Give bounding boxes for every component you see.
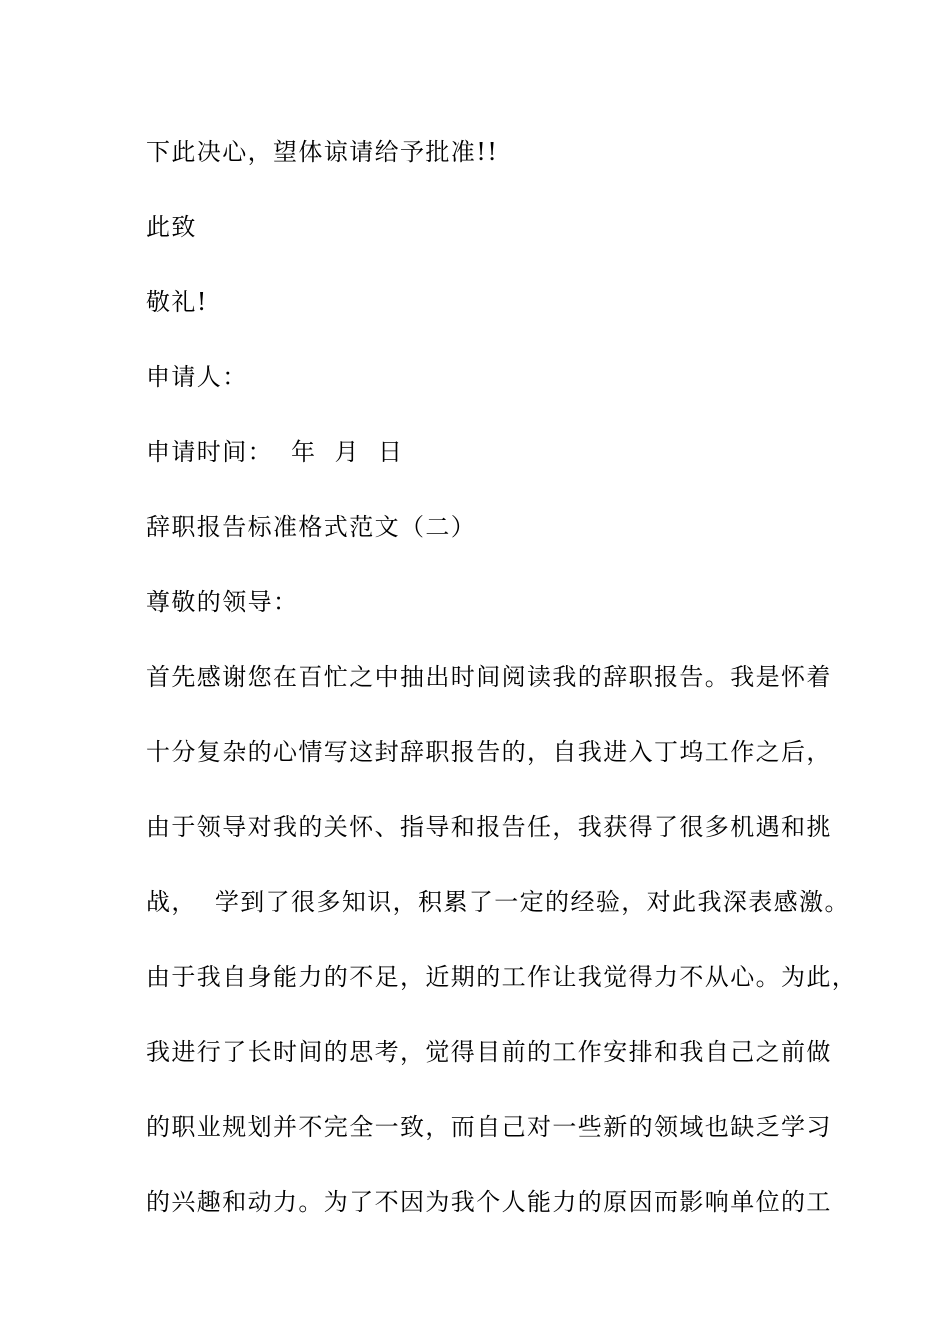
text-line: 申请人： — [146, 363, 248, 391]
text-line: 由于我自身能力的不足，近期的工作让我觉得力不从心。为此， — [146, 963, 858, 991]
section-heading: 辞职报告标准格式范文（二） — [146, 513, 477, 541]
text-line: 敬礼! — [146, 288, 208, 316]
text-line: 的职业规划并不完全一致，而自己对一些新的领域也缺乏学习 — [146, 1113, 832, 1141]
text-line: 由于领导对我的关怀、指导和报告任，我获得了很多机遇和挑 — [146, 813, 832, 841]
salutation: 尊敬的领导： — [146, 588, 299, 616]
text-line: 的兴趣和动力。为了不因为我个人能力的原因而影响单位的工 — [146, 1188, 832, 1216]
text-line: 下此决心，望体谅请给予批准!! — [146, 138, 499, 166]
text-line: 十分复杂的心情写这封辞职报告的，自我进入丁坞工作之后， — [146, 738, 832, 766]
text-line: 战， 学到了很多知识，积累了一定的经验，对此我深表感激。 — [146, 888, 850, 916]
text-line: 申请时间： 年 月 日 — [146, 438, 404, 466]
text-line: 我进行了长时间的思考，觉得目前的工作安排和我自己之前做 — [146, 1038, 832, 1066]
text-line: 首先感谢您在百忙之中抽出时间阅读我的辞职报告。我是怀着 — [146, 663, 832, 691]
text-line: 此致 — [146, 213, 197, 241]
